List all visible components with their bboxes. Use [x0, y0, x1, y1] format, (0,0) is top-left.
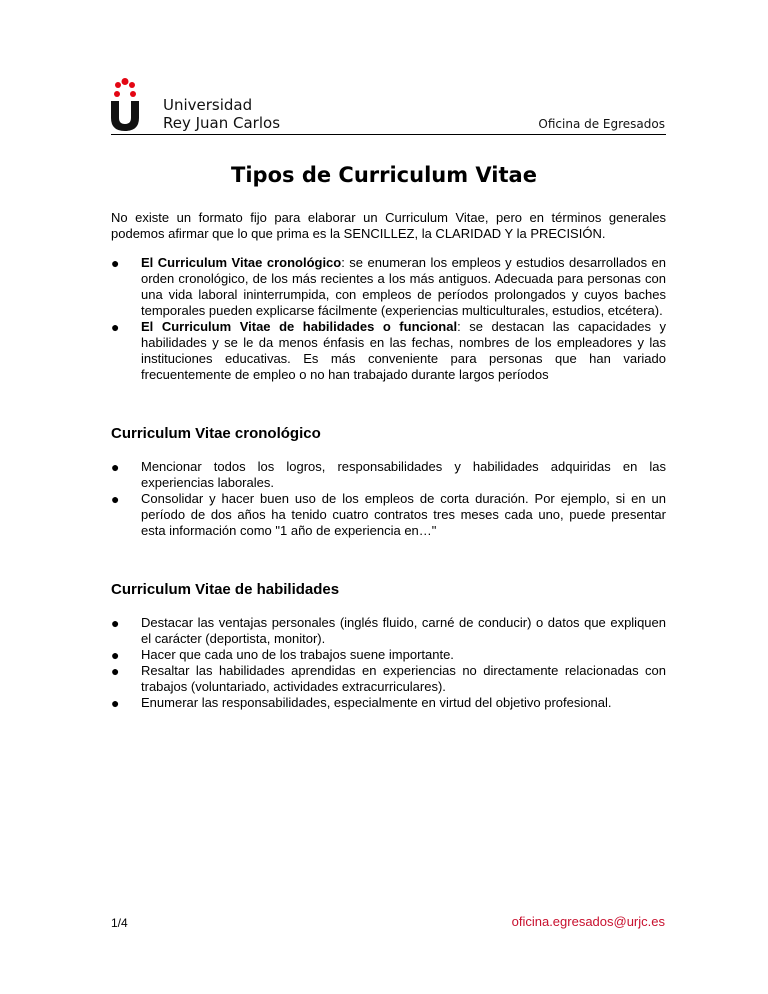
- skills-tips-list: [111, 615, 666, 711]
- document-body: [111, 210, 666, 711]
- university-name-line2: Rey Juan Carlos: [163, 114, 281, 132]
- logo-umlaut-left: [114, 91, 120, 97]
- bullet-icon: ●: [111, 663, 120, 679]
- university-name: [163, 96, 280, 132]
- intro-paragraph: No existe un formato fijo para elaborar un Curriculum Vitae, pero en términos generales podemos afirmar que lo que prima es la SENCILLEZ, la CLARIDAD Y la PRECISIÓN.: [111, 210, 666, 241]
- bullet-icon: ●: [111, 319, 120, 335]
- cv-types-list: [111, 255, 666, 383]
- cv-type-name: El Curriculum Vitae de habilidades o funcional: [141, 319, 458, 334]
- header-divider: [111, 134, 666, 135]
- list-item: [111, 319, 666, 383]
- logo-dot-center: [122, 78, 129, 85]
- office-name: Oficina de Egresados: [538, 117, 665, 131]
- list-item-text: Destacar las ventajas personales (inglés fluido, carné de conducir) o datos que expliquen el carácter (deportista, monitor).: [141, 615, 666, 646]
- list-item: [111, 663, 666, 695]
- bullet-icon: ●: [111, 459, 120, 475]
- list-item-text: Mencionar todos los logros, responsabilidades y habilidades adquiridas en las experiencias laborales.: [141, 459, 666, 490]
- bullet-icon: ●: [111, 491, 120, 507]
- contact-email-link[interactable]: oficina.egresados@urjc.es: [511, 914, 665, 929]
- list-item: [111, 695, 666, 711]
- list-item: [111, 615, 666, 647]
- logo-u-shape: [111, 101, 139, 131]
- list-item: [111, 459, 666, 491]
- list-item: [111, 491, 666, 539]
- page-number: 1/4: [111, 916, 128, 930]
- cv-type-name: El Curriculum Vitae cronológico: [141, 255, 342, 270]
- bullet-icon: ●: [111, 615, 120, 631]
- logo-umlaut-right: [130, 91, 136, 97]
- list-item: [111, 647, 666, 663]
- university-name-line1: Universidad: [163, 96, 253, 114]
- section-heading-chronological: Curriculum Vitae cronológico: [111, 425, 321, 442]
- cv-type-description: : se destacan las capacidades y habilidades y se le da menos énfasis en las fechas, nombres de los empleadores y las instituciones educativas. Es más conveniente para personas que han variado frecuentemente de empleo o no han trabajado durante largos períodos: [141, 319, 666, 382]
- list-item: [111, 255, 666, 319]
- bullet-icon: ●: [111, 255, 120, 271]
- section-heading-skills: Curriculum Vitae de habilidades: [111, 581, 340, 598]
- bullet-icon: ●: [111, 647, 120, 663]
- list-item-text: Hacer que cada uno de los trabajos suene importante.: [141, 647, 454, 662]
- logo-dot-left: [115, 82, 121, 88]
- list-item-text: Enumerar las responsabilidades, especialmente en virtud del objetivo profesional.: [141, 695, 612, 710]
- bullet-icon: ●: [111, 695, 120, 711]
- chronological-tips-list: [111, 459, 666, 539]
- list-item-text: Consolidar y hacer buen uso de los empleos de corta duración. Por ejemplo, si en un período de dos años ha tenido cuatro contratos tres meses cada uno, puede presentar esta información como "1 año de experiencia en…": [141, 491, 666, 538]
- cv-type-description: : se enumeran los empleos y estudios desarrollados en orden cronológico, de los más recientes a los más antiguos. Adecuada para personas con una vida laboral ininterrumpida, con empleos de períodos prolongados y cuyos baches temporales pueden explicarse fácilmente (experiencias multiculturales, estudios, etcétera).: [141, 255, 666, 318]
- list-item-text: Resaltar las habilidades aprendidas en experiencias no directamente relacionadas con trabajos (voluntariado, actividades extracurriculares).: [141, 663, 666, 694]
- page-title: Tipos de Curriculum Vitae: [231, 163, 537, 187]
- logo-dot-right: [129, 82, 135, 88]
